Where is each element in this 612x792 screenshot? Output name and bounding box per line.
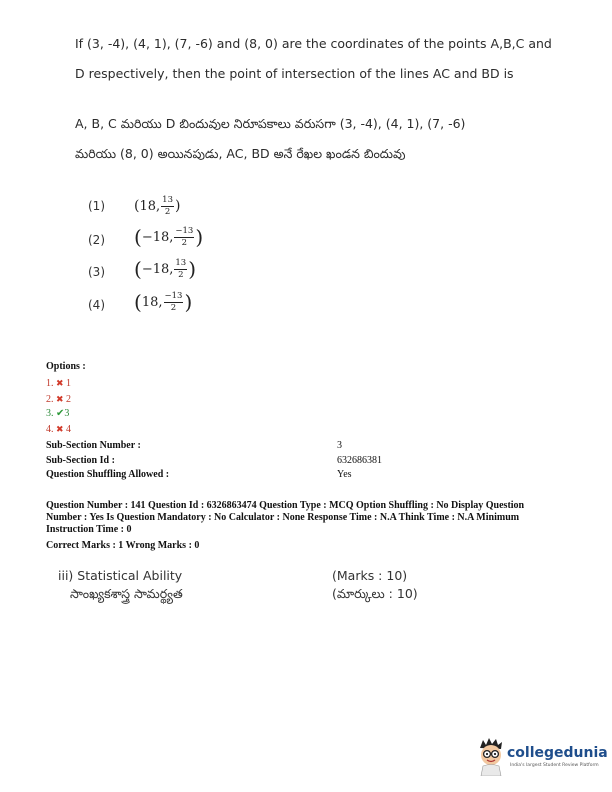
question-shuffling-label: Question Shuffling Allowed : (46, 469, 170, 480)
answer-option-3 (88, 259, 196, 281)
cross-icon: ✖ (56, 423, 64, 434)
question-telugu-line-1: A, B, C మరియు D బిందువుల నిరూపకాలు వరుసగా (3, -4), (4, 1), (7, -6) (75, 116, 466, 131)
check-icon: ✔ (56, 408, 65, 419)
question-marks: Correct Marks : 1 Wrong Marks : 0 (46, 540, 200, 551)
option-x: 18, (139, 198, 161, 214)
fraction-denominator: 2 (181, 237, 188, 248)
option-expression: ( −18, $\frac{13}{2}$ ) (134, 257, 197, 281)
fraction-numerator: −13 (175, 226, 194, 236)
option-label: (4) (88, 298, 105, 312)
fraction-denominator: 2 (164, 206, 171, 217)
question-meta-line-1: Question Number : 141 Question Id : 6326863474 Question Type : MCQ Option Shuffling : No Display Question (46, 500, 525, 511)
fraction-denominator: 2 (170, 302, 177, 313)
option-x: −18, (141, 261, 174, 277)
options-list-item-correct: 3. ✔3 (46, 408, 70, 419)
logo-name: collegedunia (507, 745, 608, 761)
section-title-telugu: సాంఖ్యకశాస్త్ర సామర్థ్యత (70, 586, 183, 601)
option-expression: ( 18, $\frac{-13}{2}$ ) (134, 290, 193, 314)
option-label: (3) (88, 265, 105, 279)
option-expression: ( −18, $\frac{-13}{2}$ ) (134, 225, 204, 249)
question-english-line-1: If (3, -4), (4, 1), (7, -6) and (8, 0) are the coordinates of the points A,B,C and (75, 36, 552, 51)
options-list (46, 376, 71, 437)
cross-icon: ✖ (56, 393, 64, 404)
options-heading: Options : (46, 361, 86, 372)
option-expression: ( 18, $\frac{13}{2}$ ) (134, 195, 181, 217)
fraction-numerator: 13 (175, 258, 187, 268)
answer-option-4 (88, 292, 192, 314)
section-title-english: iii) Statistical Ability (58, 568, 183, 583)
section-marks-telugu: (మార్కులు : 10) (332, 586, 418, 601)
question-meta-line-3: Instruction Time : 0 (46, 524, 132, 535)
option-label: (1) (88, 199, 105, 213)
question-telugu-line-2: మరియు (8, 0) అయినపుడు, AC, BD అనే రేఖల ఖండన బిందువు (75, 146, 406, 161)
answer-option-1 (88, 196, 180, 216)
options-list-item: 2. ✖ 2 (46, 393, 72, 405)
subsection-number-label: Sub-Section Number : (46, 440, 141, 451)
section-marks-english: (Marks : 10) (332, 568, 408, 583)
fraction-numerator: 13 (162, 195, 173, 205)
subsection-number-value: 3 (337, 440, 342, 451)
options-list-item: 1. ✖ 1 (46, 378, 72, 389)
question-english-line-2: D respectively, then the point of intersection of the lines AC and BD is (75, 66, 514, 81)
answer-option-2 (88, 227, 203, 249)
question-shuffling-value: Yes (337, 469, 352, 480)
subsection-id-label: Sub-Section Id : (46, 455, 115, 466)
option-x: −18, (141, 229, 174, 245)
option-label: (2) (88, 233, 105, 247)
option-x: 18, (141, 294, 163, 310)
logo-tagline: India's largest Student Review Platform (510, 763, 599, 768)
question-meta-line-2: Number : Yes Is Question Mandatory : No Calculator : None Response Time : N.A Think Time : N.A Minimum (46, 512, 520, 523)
collegedunia-logo (474, 736, 610, 776)
fraction-numerator: −13 (164, 291, 183, 301)
mascot-icon (474, 736, 508, 776)
options-list-item: 4. ✖ 4 (46, 423, 72, 435)
fraction-denominator: 2 (178, 269, 184, 280)
cross-icon: ✖ (56, 378, 64, 388)
subsection-id-value: 632686381 (337, 455, 382, 466)
